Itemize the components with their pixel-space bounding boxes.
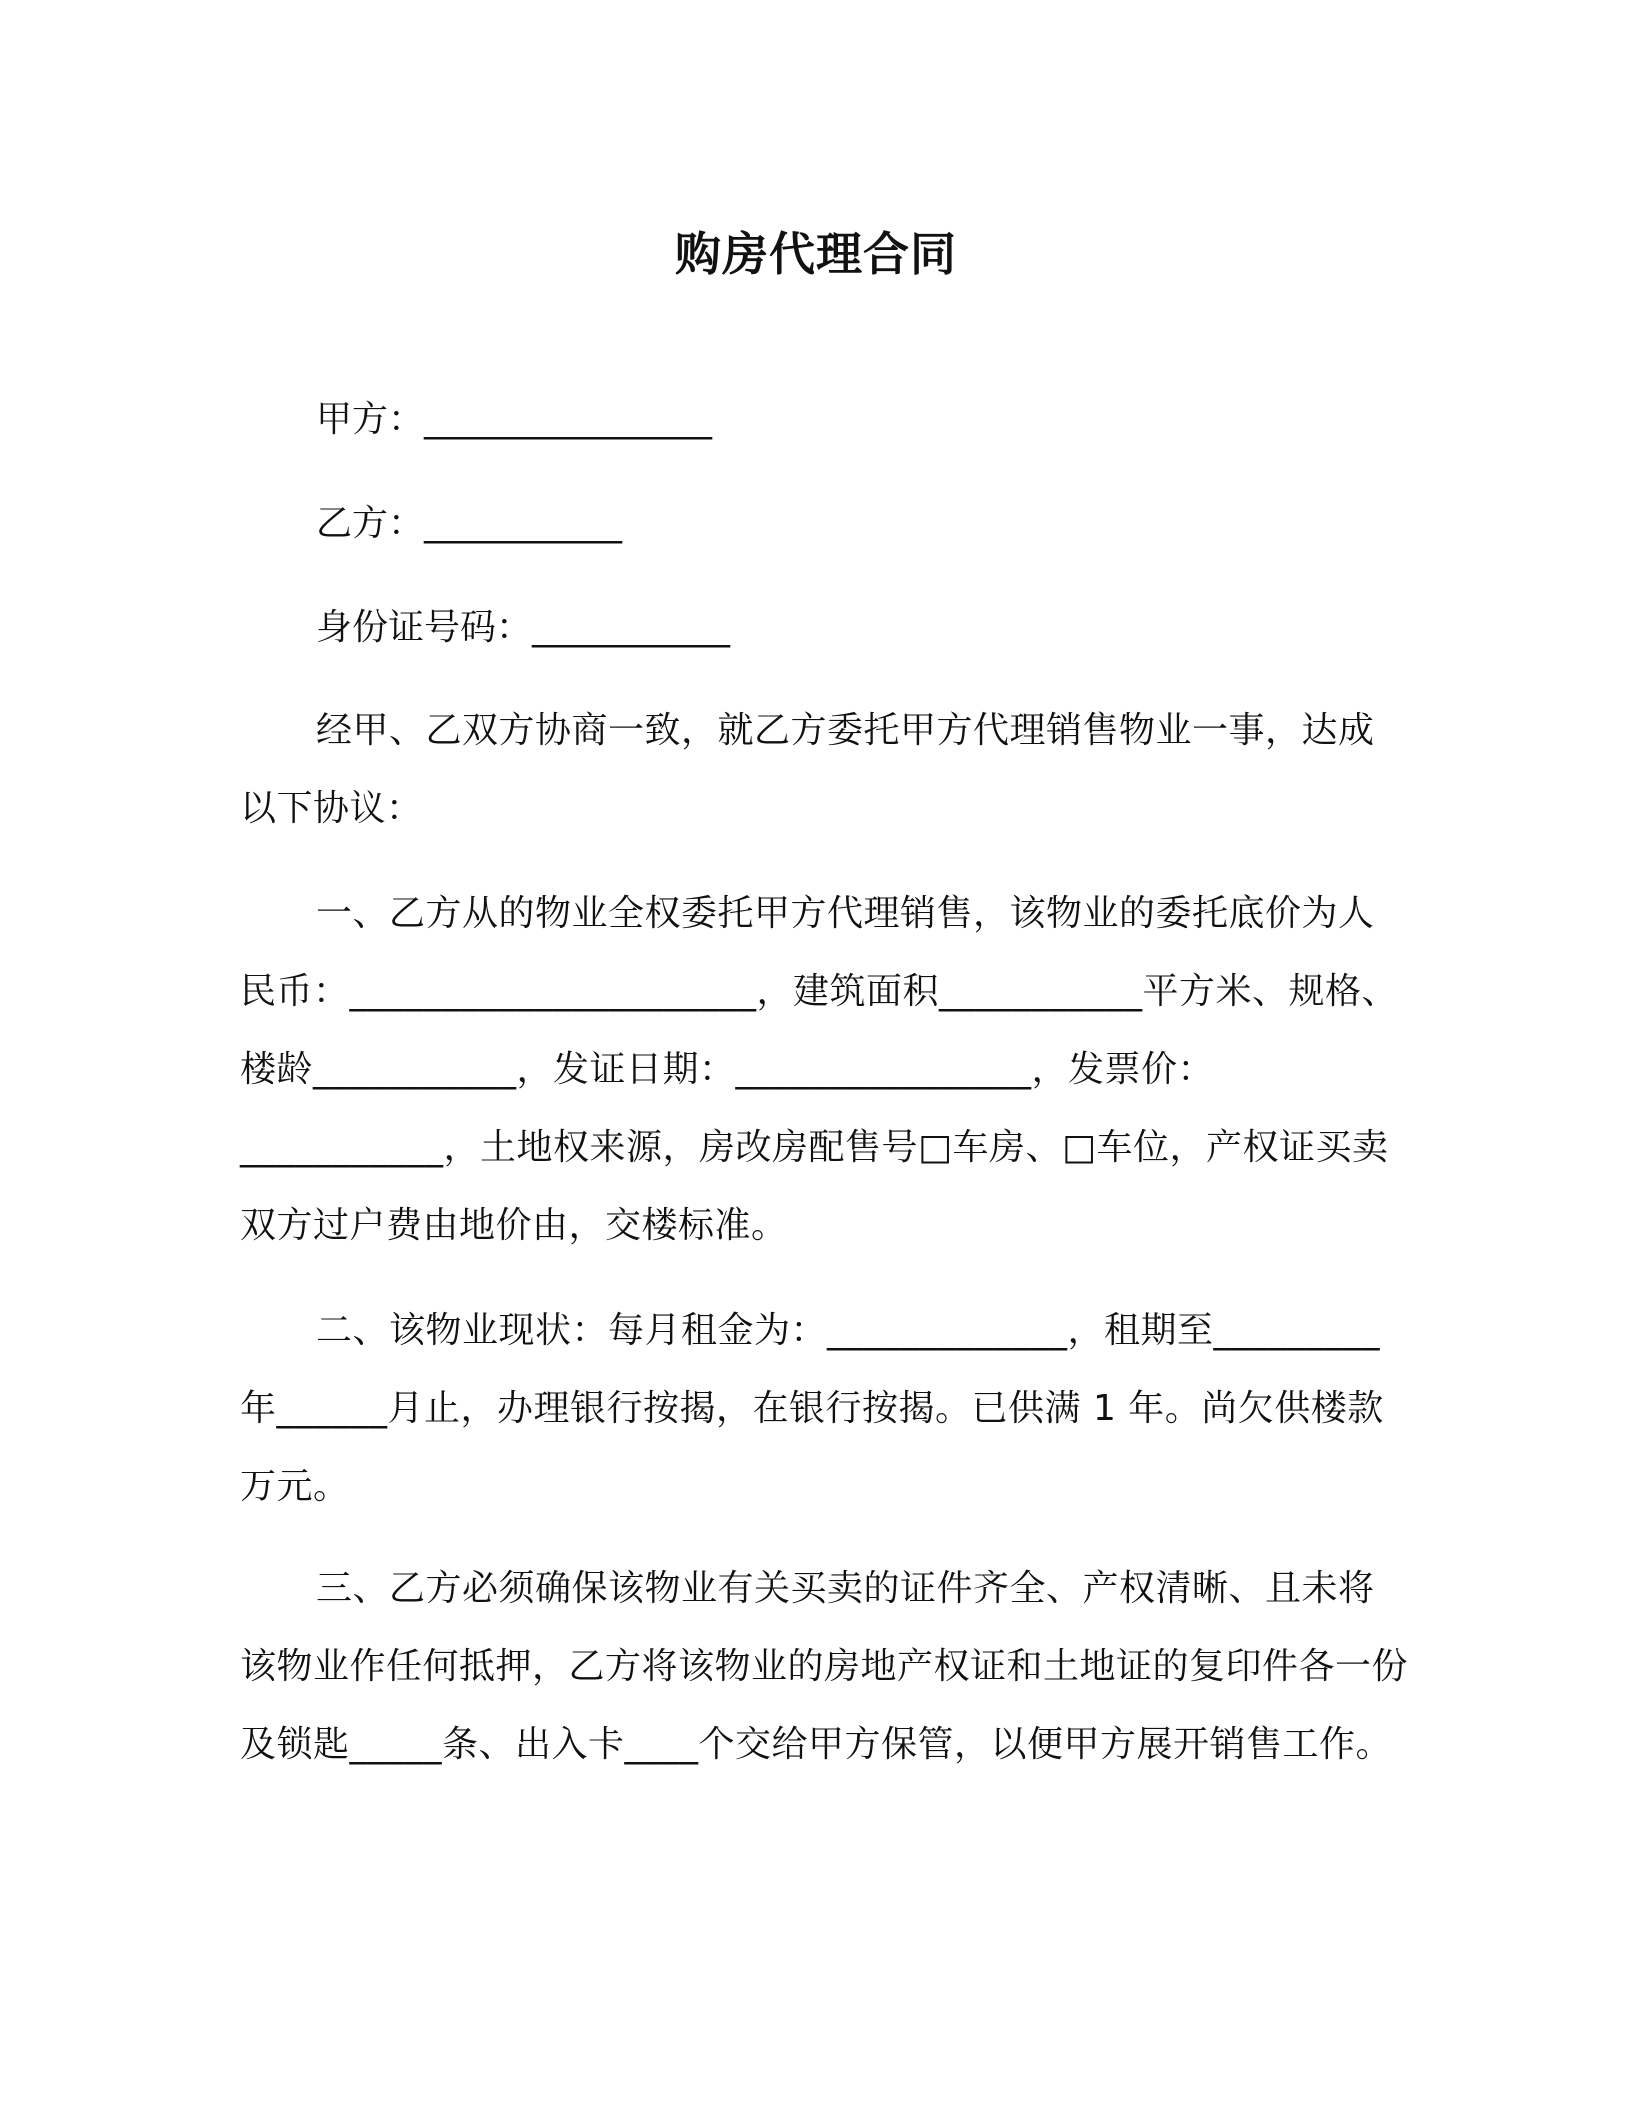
document-title: 购房代理合同 [675,227,957,281]
clause-1-paragraph: 一、乙方从的物业全权委托甲方代理销售，该物业的委托底价为人民币：______________________，建筑面积___________平方米、规格、楼龄___________，发证日期：________________，发票价：___________，土地权来源，房改房配售号□车房、□车位，产权证买卖双方过户费由地价由，交楼标准。 [240,893,1399,1246]
clause-3-paragraph: 三、乙方必须确保该物业有关买卖的证件齐全、产权清晰、且未将该物业作任何抵押，乙方将该物业的房地产权证和土地证的复印件各一份及锁匙_____条、出入卡____个交给甲方保管，以便甲方展开销售工作。 [240,1568,1409,1765]
party-b-field: 乙方：___________ [316,503,623,544]
intro-paragraph: 经甲、乙双方协商一致，就乙方委托甲方代理销售物业一事，达成以下协议： [240,710,1375,829]
clause-2-paragraph: 二、该物业现状：每月租金为：_____________，租期至_________年______月止，办理银行按揭，在银行按揭。已供满 1 年。尚欠供楼款万元。 [240,1310,1384,1507]
party-a-field: 甲方：________________ [316,399,713,440]
id-number-field: 身份证号码：___________ [316,607,731,648]
